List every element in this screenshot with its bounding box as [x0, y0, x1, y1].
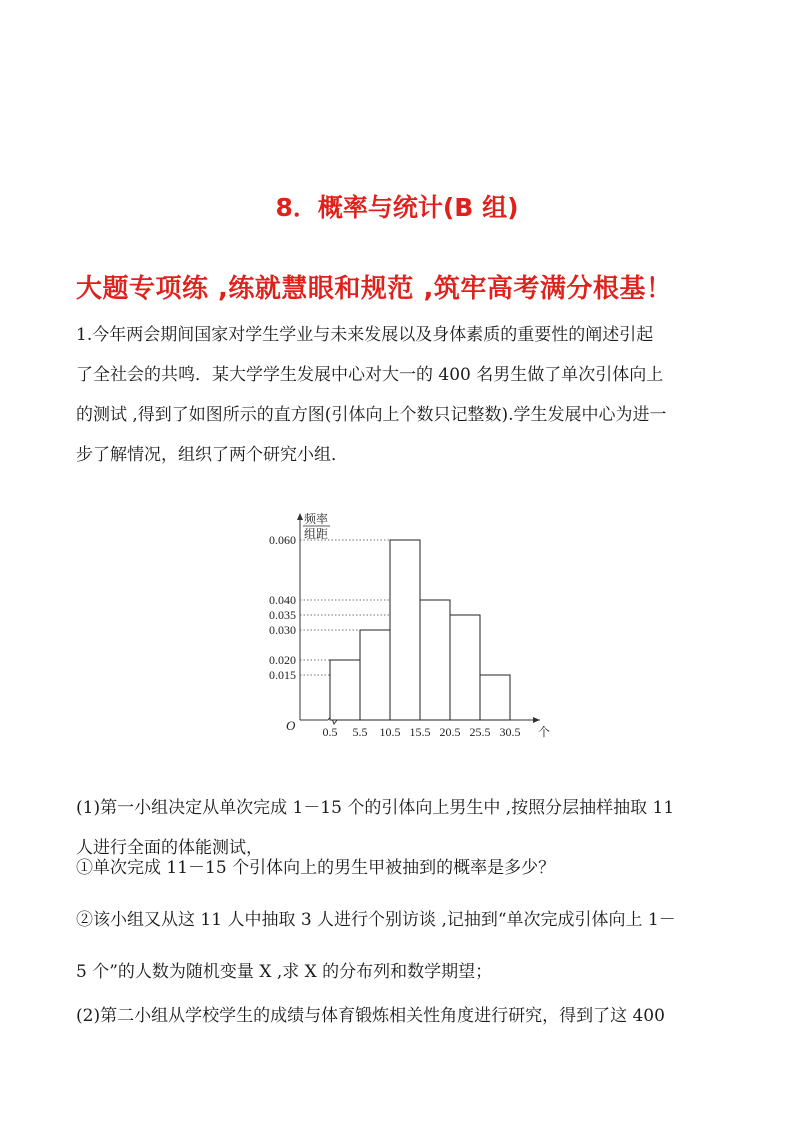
x-axis-arrow: [533, 717, 540, 723]
sub2-line: ②该小组又从这 11 人中抽取 3 人进行个别访谈 ,记抽到“单次完成引体向上 1－: [76, 910, 676, 930]
sub-question-1: ①单次完成 11－15 个引体向上的男生甲被抽到的概率是多少？: [76, 858, 556, 878]
histogram-bar: [390, 540, 420, 720]
x-tick-label: 15.5: [409, 725, 431, 739]
x-tick-label: 30.5: [499, 725, 521, 739]
sub2-line: 5 个”的人数为随机变量 X ,求 X 的分布列和数学期望；: [76, 962, 493, 982]
x-tick-label: 25.5: [469, 725, 491, 739]
intro-line: 了全社会的共鸣．某大学学生发展中心对大一的 400 名男生做了单次引体向上: [76, 365, 664, 385]
y-tick-label: 0.020: [269, 653, 296, 667]
histogram-bar: [330, 660, 360, 720]
y-tick-label: 0.040: [269, 593, 296, 607]
y-tick-label: 0.015: [269, 668, 296, 682]
x-tick-label: 10.5: [379, 725, 401, 739]
x-axis-label: 个: [538, 725, 551, 739]
y-axis-arrow: [297, 513, 303, 520]
page-title: 8．概率与统计(B 组): [275, 193, 519, 222]
y-tick-label: 0.030: [269, 623, 296, 637]
x-tick-label: 5.5: [352, 725, 368, 739]
intro-line: 1.今年两会期间国家对学生学业与未来发展以及身体素质的重要性的阐述引起: [76, 325, 654, 345]
origin-label: O: [286, 718, 296, 733]
x-tick-label: 0.5: [322, 725, 338, 739]
x-tick-label: 20.5: [439, 725, 461, 739]
intro-line: 的测试 ,得到了如图所示的直方图(引体向上个数只记整数).学生发展中心为进一: [76, 405, 667, 425]
y-axis-label-top: 频率: [304, 512, 329, 526]
y-tick-label: 0.060: [269, 533, 296, 547]
intro-line: 步了解情况，组织了两个研究小组．: [76, 445, 348, 465]
histogram-bar: [450, 615, 480, 720]
histogram-bar: [360, 630, 390, 720]
sub-question-2: [76, 900, 676, 992]
y-axis-label-bottom: 组距: [304, 527, 329, 541]
histogram-bar: [420, 600, 450, 720]
histogram-chart: [240, 505, 560, 750]
part1-line: (1)第一小组决定从单次完成 1－15 个的引体向上男生中 ,按照分层抽样抽取 11: [76, 798, 675, 818]
slogan: 大题专项练 ,练就慧眼和规范 ,筑牢高考满分根基！: [76, 274, 673, 304]
part1-line: 人进行全面的体能测试，: [76, 838, 263, 858]
histogram-bar: [480, 675, 510, 720]
problem-intro: [76, 315, 666, 475]
y-tick-label: 0.035: [269, 608, 296, 622]
part2: (2)第二小组从学校学生的成绩与体育锻炼相关性角度进行研究，得到了这 400: [76, 1006, 665, 1026]
